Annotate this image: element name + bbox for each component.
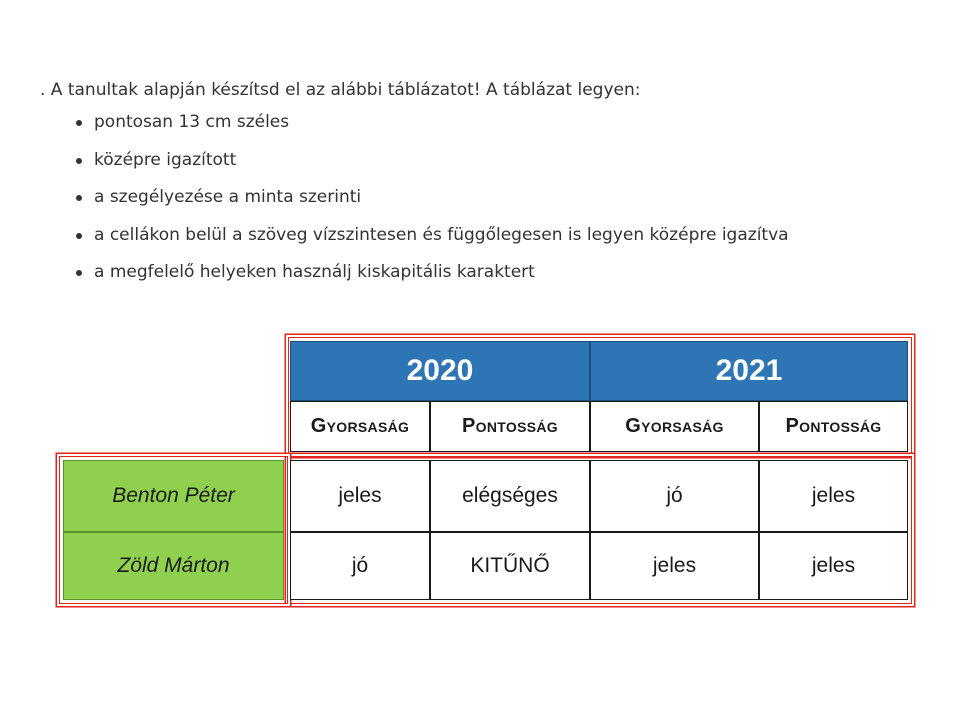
year-header-2020: 2020 bbox=[290, 341, 590, 401]
subheader-speed-2021: Gyorsaság bbox=[590, 401, 759, 452]
subheader-accuracy-2021: Pontosság bbox=[759, 401, 908, 452]
requirement-text: középre igazított bbox=[94, 149, 237, 170]
grade-cell: jó bbox=[290, 532, 430, 600]
subheader-accuracy-2020: Pontosság bbox=[430, 401, 590, 452]
grade-cell: elégséges bbox=[430, 460, 590, 532]
grade-cell: jeles bbox=[759, 460, 908, 532]
grade-cell: jó bbox=[590, 460, 759, 532]
requirement-text: pontosan 13 cm széles bbox=[94, 112, 290, 132]
exercise-intro: . A tanultak alapján készítsd el az alábbi táblázatot! A táblázat legyen: bbox=[40, 80, 641, 100]
grade-cell: jeles bbox=[590, 532, 759, 600]
subheader-speed-2020: Gyorsaság bbox=[290, 401, 430, 452]
grade-cell: KITŰNŐ bbox=[430, 532, 590, 600]
requirement-text: a szegélyezése a minta szerinti bbox=[94, 187, 362, 207]
requirement-text: a megfelelő helyeken használj kiskapitális karaktert bbox=[94, 262, 535, 282]
grade-cell: jeles bbox=[759, 532, 908, 600]
student-name-cell: Benton Péter bbox=[63, 460, 284, 532]
year-header-2021: 2021 bbox=[590, 341, 908, 401]
student-name-cell: Zöld Márton bbox=[63, 532, 284, 600]
grade-cell: jeles bbox=[290, 460, 430, 532]
requirement-text: a cellákon belül a szöveg vízszintesen és függőlegesen is legyen középre igazítva bbox=[94, 224, 789, 245]
